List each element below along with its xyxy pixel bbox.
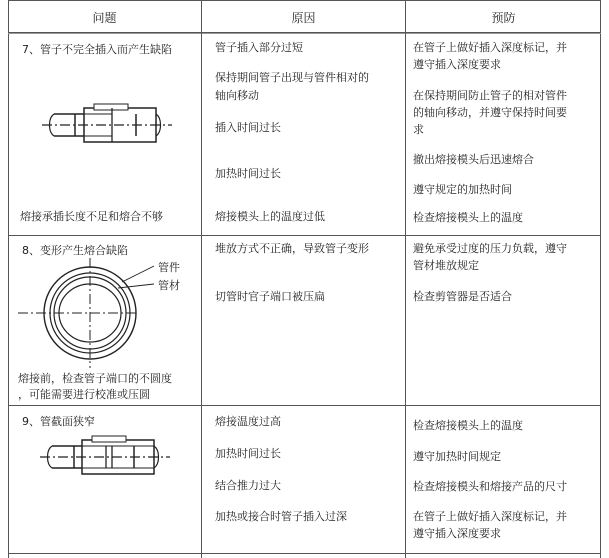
row7-prevention-7: 遵守规定的加热时间 — [413, 183, 512, 196]
row8-prevention-1: 避免承受过度的压力负载，遵守 — [413, 242, 567, 255]
row7-cause-1: 管子插入部分过短 — [215, 41, 303, 54]
header-prevention: 预防 — [491, 11, 516, 25]
row9-prevention-5: 遵守插入深度要求 — [413, 527, 501, 540]
header-cause: 原因 — [291, 11, 316, 25]
row8-problem-title: 8、变形产生熔合缺陷 — [22, 244, 128, 257]
row9-prevention-3: 检查熔接模头和熔接产品的尺寸 — [413, 480, 567, 493]
row9-pipe-diagram — [40, 430, 170, 480]
row8-cause-1: 堆放方式不正确，导致管子变形 — [215, 242, 369, 255]
row7-cause-4: 插入时间过长 — [215, 121, 281, 134]
row8-cause-2: 切管时官子端口被压扁 — [215, 290, 325, 303]
column-rule — [405, 0, 406, 558]
row8-problem-note-2: ，可能需要进行校准或压圆 — [18, 388, 150, 401]
row9-cause-3: 结合推力过大 — [215, 479, 281, 492]
table-rule — [8, 553, 601, 554]
row7-prevention-3: 在保持期间防止管子的相对管件 — [413, 89, 567, 102]
row9-prevention-1: 检查熔接模头上的温度 — [413, 419, 523, 432]
row8-label-pipe: 管材 — [158, 279, 180, 292]
row7-pipe-diagram — [42, 98, 172, 148]
row9-prevention-2: 遵守加热时间规定 — [413, 450, 501, 463]
row8-problem-note-1: 熔接前，检查管子端口的不圆度 — [18, 372, 172, 385]
row7-prevention-8: 检查熔接模头上的温度 — [413, 211, 523, 224]
table-rule — [8, 33, 601, 34]
row8-ring-diagram — [18, 258, 158, 368]
row8-prevention-3: 检查剪管器是否适合 — [413, 290, 512, 303]
row7-prevention-2: 遵守插入深度要求 — [413, 58, 501, 71]
column-rule — [201, 0, 202, 558]
row9-prevention-4: 在管子上做好插入深度标记，并 — [413, 510, 567, 523]
row7-cause-6: 熔接模头上的温度过低 — [215, 210, 325, 223]
row9-cause-2: 加热时间过长 — [215, 447, 281, 460]
row9-problem-title: 9、管截面狭窄 — [22, 415, 95, 428]
table-rule — [8, 235, 601, 236]
row7-cause-2: 保持期间管子出现与管件相对的 — [215, 71, 369, 84]
row7-prevention-6: 撤出熔接模头后迅速熔合 — [413, 153, 534, 166]
row7-prevention-4: 的轴向移动，并遵守保持时间要 — [413, 106, 567, 119]
row7-prevention-5: 求 — [413, 123, 424, 136]
row7-problem-title: 7、管子不完全插入而产生缺陷 — [22, 43, 172, 56]
table-rule — [8, 405, 601, 406]
table-rule — [8, 0, 601, 1]
row7-cause-5: 加热时间过长 — [215, 167, 281, 180]
header-problem: 问题 — [92, 11, 117, 25]
row7-prevention-1: 在管子上做好插入深度标记，并 — [413, 41, 567, 54]
row8-label-fitting: 管件 — [158, 261, 180, 274]
row7-problem-note: 熔接承插长度不足和熔合不够 — [20, 210, 163, 223]
row9-cause-4: 加热或接合时管子插入过深 — [215, 510, 347, 523]
row7-cause-3: 轴向移动 — [215, 89, 259, 102]
row9-cause-1: 熔接温度过高 — [215, 415, 281, 428]
row8-prevention-2: 管材堆放规定 — [413, 259, 479, 272]
